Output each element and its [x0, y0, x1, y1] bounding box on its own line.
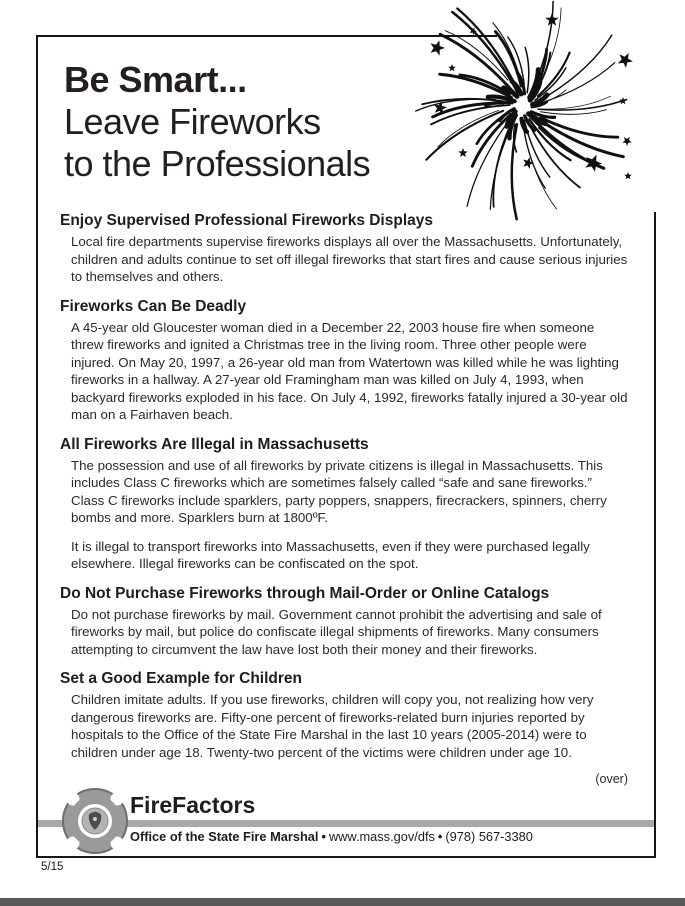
section-paragraph: A 45-year old Gloucester woman died in a December 22, 2003 house fire when someone threw fireworks and ignited a Christmas tree in the living room. Three other people were injured. On May 20, 1997, a 26-year old man from Watertown was killed while he was lighting fireworks in a hallway. A 27-year old Framingham man was killed on July 4, 1993, when backyard fireworks exploded in his face. On July 4, 1992, fireworks fatally injured a 30-year old man on a Fairhaven beach.: [71, 319, 628, 422]
page-number: 5/15: [41, 861, 64, 873]
footer-divider-bar: [38, 820, 654, 827]
section-good-example: [38, 669, 654, 761]
footer-office-line: [130, 829, 533, 844]
section-supervised-displays: [38, 211, 654, 286]
fireworks-graphic: [425, 0, 685, 212]
section-deadly: [38, 297, 654, 424]
title-line-1: Be Smart...: [64, 59, 247, 100]
section-paragraph: The possession and use of all fireworks by private citizens is illegal in Massachusetts. This includes Class C fireworks which are sometimes falsely called “safe and sane fireworks.” Class C fireworks include sparklers, party poppers, snappers, firecrackers, spinners, cherry bombs and more. Sparklers burn at 1800ºF.: [71, 457, 607, 525]
section-paragraph: Children imitate adults. If you use fireworks, children will copy you, not realizing how very dangerous fireworks are. Fifty-one percent of fireworks-related burn injuries reported by hospitals to the Office of the State Fire Marshal in the last 10 years (2005-2014) were to children under age 18. Twenty-two percent of the victims were children under age 10.: [71, 692, 594, 760]
website: www.mass.gov/dfs: [328, 829, 435, 844]
section-heading: Do Not Purchase Fireworks through Mail-Order or Online Catalogs: [60, 584, 550, 602]
section-paragraph: Do not purchase fireworks by mail. Government cannot prohibit the advertising and sale of fireworks by mail, but police do confiscate illegal shipments of fireworks. Many consumers attempting to circumvent the law have lost both their money and their fireworks.: [71, 606, 602, 657]
over-note: (over): [595, 772, 628, 786]
star-icon: [431, 40, 446, 55]
separator-dot: •: [437, 829, 443, 844]
brand-name: FireFactors: [130, 792, 256, 818]
title-line-2: Leave Fireworks: [64, 101, 321, 142]
section-mail-order: [38, 584, 654, 659]
section-illegal: [38, 435, 654, 573]
window-bottom-bar: [0, 898, 685, 906]
section-heading: All Fireworks Are Illegal in Massachusetts: [60, 435, 369, 453]
star-icon: [448, 64, 456, 71]
title-line-3: to the Professionals: [64, 143, 371, 184]
star-icon: [458, 148, 468, 157]
section-paragraph: Local fire departments supervise fireworks displays all over the Massachusetts. Unfortunately, children and adults continue to set off illegal fireworks that start fires and cause serious injuries to themselves and others.: [71, 234, 628, 284]
separator-dot: •: [321, 829, 326, 844]
phone-number: (978) 567-3380: [445, 829, 533, 844]
section-heading: Fireworks Can Be Deadly: [60, 297, 247, 315]
section-paragraph: It is illegal to transport fireworks into Massachusetts, even if they were purchased legally elsewhere. Illegal fireworks can be confiscated on the spot.: [71, 538, 590, 571]
section-heading: Enjoy Supervised Professional Fireworks Displays: [60, 212, 433, 229]
fire-marshal-seal-icon: [60, 786, 130, 856]
section-heading: Set a Good Example for Children: [60, 670, 303, 687]
office-name: Office of the State Fire Marshal: [130, 829, 319, 844]
flyer-body: [38, 211, 654, 786]
